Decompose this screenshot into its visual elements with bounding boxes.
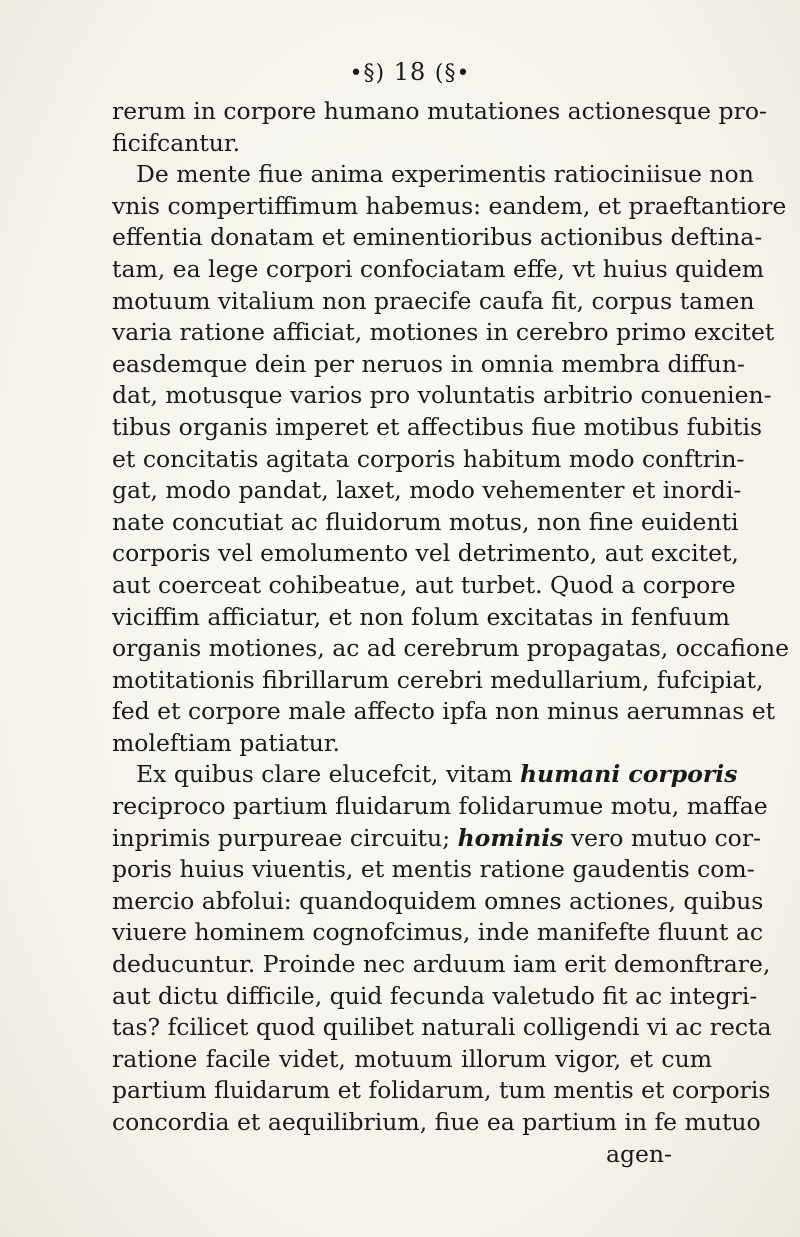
text-line: poris huius viuentis, et mentis ratione gaudentis com- <box>112 855 755 884</box>
text-line: reciproco partium fluidarum folidarumue motu, maffae <box>112 792 768 821</box>
catchword: agen- <box>605 1139 672 1168</box>
text-line <box>112 759 738 791</box>
text-line: tam, ea lege corpori confociatam effe, vt huius quidem <box>112 254 765 283</box>
italic-run: humani corporis <box>519 760 738 789</box>
text-line: concordia et aequilibrium, fiue ea partium in fe mutuo <box>112 1108 761 1136</box>
body-text <box>112 96 790 1170</box>
text-run: vero mutuo cor- <box>563 823 761 852</box>
text-line: rerum in corpore humano mutationes actionesque pro- <box>112 97 767 125</box>
text-line: moleftiam patiatur. <box>112 728 341 757</box>
text-line: ficifcantur. <box>112 128 241 157</box>
text-line: varia ratione afficiat, motiones in cerebro primo excitet <box>112 318 775 347</box>
text-line: viciffim afficiatur, et non folum excitatas in fenfuum <box>112 602 730 631</box>
text-line: viuere hominem cognofcimus, inde manifefte fluunt ac <box>112 918 764 947</box>
italic-run: hominis <box>457 823 564 852</box>
text-line: tas? fcilicet quod quilibet naturali colligendi vi ac recta <box>112 1013 772 1042</box>
text-line: fed et corpore male affecto ipfa non minus aerumnas et <box>112 697 776 726</box>
text-run: Ex quibus clare elucefcit, vitam <box>136 760 520 789</box>
text-line: partium fluidarum et folidarum, tum mentis et corporis <box>112 1076 771 1105</box>
header-left-ornament: •§) <box>349 61 386 86</box>
text-line: ratione facile videt, motuum illorum vigor, et cum <box>112 1044 712 1073</box>
page-number: 18 <box>393 58 427 86</box>
text-line: easdemque dein per neruos in omnia membra diffun- <box>112 349 745 378</box>
paragraph-2 <box>112 759 772 1138</box>
paragraph-1 <box>112 96 790 759</box>
page-header <box>300 58 520 86</box>
text-line: vnis compertiffimum habemus: eandem, et praeftantiore <box>112 191 787 220</box>
text-line: organis motiones, ac ad cerebrum propagatas, occafione <box>112 634 790 663</box>
text-run: inprimis purpureae circuitu; <box>112 823 458 852</box>
text-line: aut coerceat cohibeatue, aut turbet. Quod a corpore <box>112 570 736 599</box>
header-right-ornament: (§• <box>434 61 471 86</box>
text-line: aut dictu difficile, quid fecunda valetudo fit ac integri- <box>112 981 758 1010</box>
text-line: corporis vel emolumento vel detrimento, aut excitet, <box>112 539 739 568</box>
text-line: nate concutiat ac fluidorum motus, non fine euidenti <box>112 507 739 536</box>
text-line: tibus organis imperet et affectibus fiue motibus fubitis <box>112 412 763 441</box>
text-line: motitationis fibrillarum cerebri medullarium, fufcipiat, <box>112 665 764 694</box>
text-line: gat, modo pandat, laxet, modo vehementer et inordi- <box>112 476 742 505</box>
text-line: dat, motusque varios pro voluntatis arbitrio conuenien- <box>112 381 772 410</box>
text-line <box>112 823 761 855</box>
text-line: De mente fiue anima experimentis ratiociniisue non <box>136 160 754 189</box>
text-line: mercio abfolui: quandoquidem omnes actiones, quibus <box>112 886 764 915</box>
text-line: deducuntur. Proinde nec arduum iam erit demonftrare, <box>112 950 771 979</box>
paragraph-2-rest <box>112 854 772 1138</box>
text-line: et concitatis agitata corporis habitum modo conftrin- <box>112 444 745 473</box>
text-line: motuum vitalium non praecife caufa fit, corpus tamen <box>112 286 755 315</box>
text-line: effentia donatam et eminentioribus actionibus deftina- <box>112 223 763 252</box>
